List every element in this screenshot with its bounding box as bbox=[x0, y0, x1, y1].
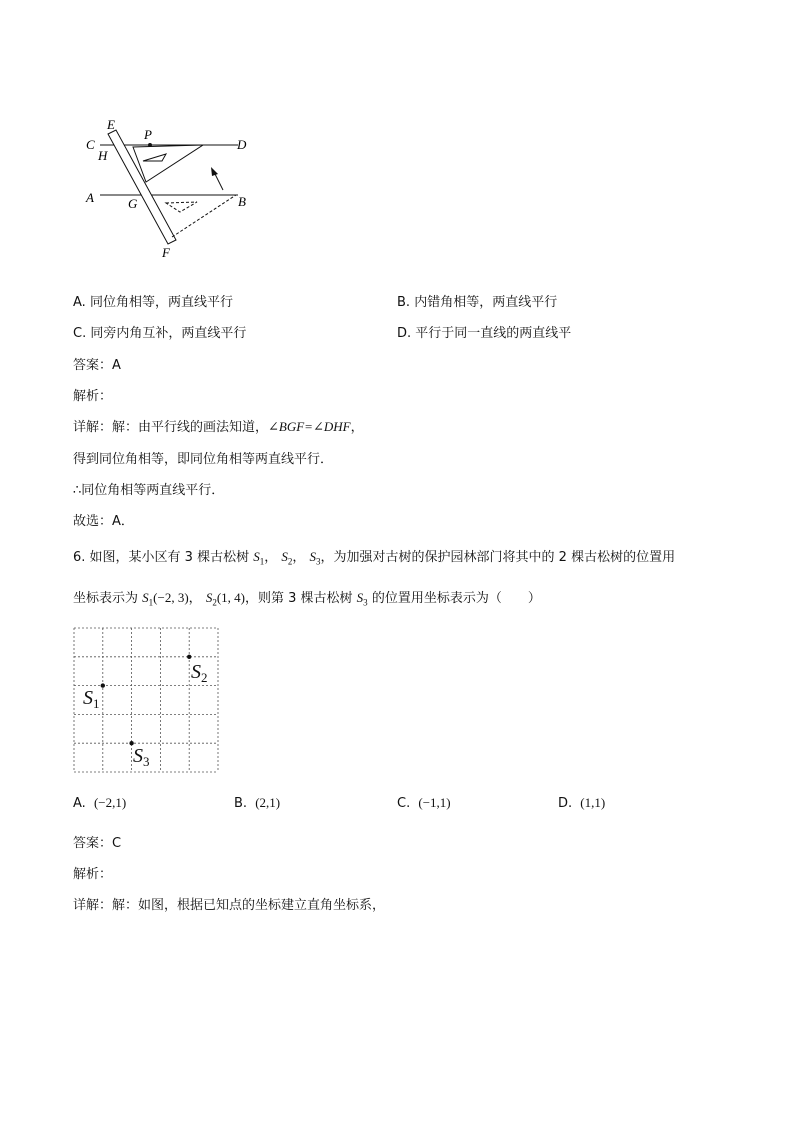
q5-choice: 故选：A． bbox=[73, 514, 134, 529]
stem-text: 6. 如图，某小区有 3 棵古松树 bbox=[73, 550, 250, 565]
option-letter: D. bbox=[558, 796, 573, 811]
label-c: C bbox=[86, 137, 95, 152]
set-square-dashed bbox=[172, 195, 236, 237]
option-text: 同位角相等，两直线平行 bbox=[89, 295, 233, 310]
s1-symbol: $S_1$ bbox=[253, 549, 265, 567]
option-letter: A. bbox=[73, 295, 86, 310]
q6-stem-line2 bbox=[73, 587, 541, 608]
stem-text: ，为加强对古树的保护园林部门将其中的 2 棵古松树的位置用 bbox=[320, 550, 676, 565]
tree-s2-point bbox=[187, 655, 191, 659]
option-letter: C. bbox=[397, 796, 411, 811]
tree-s3-label: $S_3$ bbox=[133, 745, 150, 769]
angle-equation: ∠BGF=∠DHF bbox=[268, 419, 351, 434]
set-square-solid-inner bbox=[143, 154, 166, 161]
label-b: B bbox=[238, 194, 246, 209]
option-letter: D. bbox=[397, 326, 412, 341]
option-letter: A. bbox=[73, 796, 86, 811]
sep: ， bbox=[292, 550, 306, 565]
q5-detail bbox=[73, 416, 364, 435]
label-a: A bbox=[86, 190, 94, 205]
tree-grid-figure bbox=[72, 626, 222, 776]
label-e: E bbox=[107, 117, 115, 132]
q6-option-c bbox=[397, 795, 451, 811]
parallel-lines-figure bbox=[80, 112, 270, 262]
option-value: (1,1) bbox=[580, 795, 606, 810]
option-value: (2,1) bbox=[255, 795, 281, 810]
s2-symbol: $S_2$ bbox=[281, 549, 293, 567]
s1-coord: $S_1(-2$, 3) bbox=[142, 590, 189, 608]
tree-s2-label: $S_2$ bbox=[191, 661, 208, 685]
q5-line2: 得到同位角相等，即同位角相等两直线平行． bbox=[73, 452, 334, 467]
q6-detail: 详解：解：如图，根据已知点的坐标建立直角坐标系， bbox=[73, 898, 386, 913]
q5-answer: 答案：A bbox=[73, 358, 121, 373]
tree-s1-point bbox=[101, 683, 105, 687]
label-p: P bbox=[144, 127, 152, 142]
tree-s1-label: $S_1$ bbox=[83, 687, 100, 711]
stem-text: ，则第 3 棵古松树 bbox=[244, 591, 353, 606]
q6-analysis-label: 解析： bbox=[73, 867, 113, 882]
label-d: D bbox=[237, 137, 247, 152]
option-value: (−1,1) bbox=[418, 795, 451, 810]
set-square-solid bbox=[133, 145, 203, 182]
option-letter: B. bbox=[234, 796, 248, 811]
q5-option-a bbox=[73, 291, 233, 310]
q6-option-b bbox=[234, 795, 280, 811]
label-g: G bbox=[128, 196, 138, 211]
q5-line3: ∴同位角相等两直线平行． bbox=[73, 483, 225, 498]
sep: ， bbox=[188, 591, 202, 606]
option-text: 内错角相等，两直线平行 bbox=[414, 295, 558, 310]
option-letter: B. bbox=[397, 295, 411, 310]
stem-text: 坐标表示为 bbox=[73, 591, 139, 606]
detail-punct: ， bbox=[350, 420, 364, 435]
option-text: 平行于同一直线的两直线平 bbox=[415, 326, 572, 341]
q6-answer: 答案：C bbox=[73, 836, 122, 851]
sep: ， bbox=[264, 550, 278, 565]
stem-text: 的位置用坐标表示为（ ） bbox=[371, 591, 541, 606]
q5-option-b bbox=[397, 291, 557, 310]
s2-coord: $S_2(1$, 4) bbox=[205, 590, 245, 608]
detail-text: 详解：解：由平行线的画法知道， bbox=[73, 420, 269, 435]
set-square-dashed-inner bbox=[166, 202, 197, 212]
point-p bbox=[148, 143, 152, 147]
s3-symbol: $S_3$ bbox=[309, 549, 321, 567]
s3-symbol: $S_3$ bbox=[356, 590, 368, 608]
option-letter: C. bbox=[73, 326, 87, 341]
label-f: F bbox=[162, 245, 170, 260]
q6-option-d bbox=[558, 795, 605, 811]
q6-stem-line1 bbox=[73, 546, 675, 567]
option-value: (−2,1) bbox=[93, 795, 127, 810]
arrow-head-icon bbox=[211, 167, 218, 176]
q6-option-a bbox=[73, 795, 126, 811]
q5-option-c bbox=[73, 322, 246, 341]
label-h: H bbox=[98, 148, 108, 163]
option-text: 同旁内角互补，两直线平行 bbox=[90, 326, 247, 341]
q5-analysis-label: 解析： bbox=[73, 389, 113, 404]
q5-option-d bbox=[397, 322, 571, 341]
